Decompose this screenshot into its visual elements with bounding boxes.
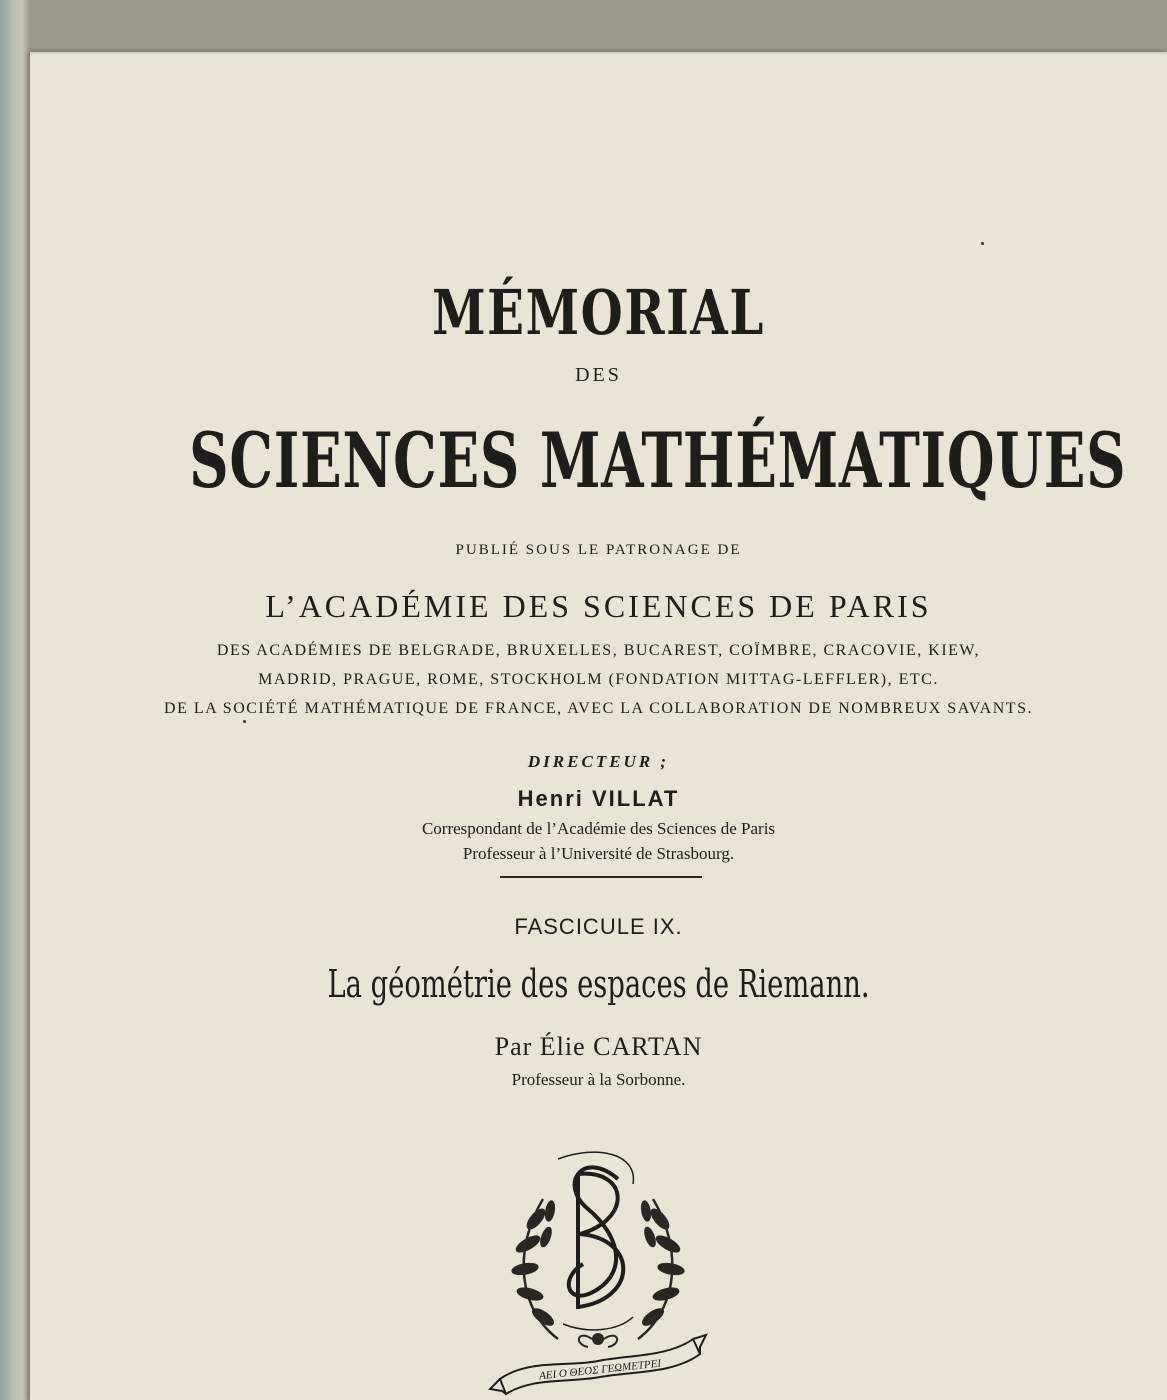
divider-rule [500,876,702,878]
fascicule-number: FASCICULE IX. [514,914,683,939]
academies-line-2: MADRID, PRAGUE, ROME, STOCKHOLM (FONDATION MITTAG-LEFFLER), ETC. [258,671,939,688]
directeur-title-2: Professeur à l’Université de Strasbourg. [462,844,735,863]
author-title: Professeur à la Sorbonne. [511,1070,686,1089]
series-title-des: DES [575,364,622,386]
publisher-emblem-icon [488,1139,708,1400]
patronage-label: PUBLIÉ SOUS LE PATRONAGE DE [455,542,742,558]
academies-line-1: DES ACADÉMIES DE BELGRADE, BRUXELLES, BUCAREST, COÏMBRE, CRACOVIE, KIEW, [216,642,981,659]
academies-line-3: DE LA SOCIÉTÉ MATHÉMATIQUE DE FRANCE, AVEC LA COLLABORATION DE NOMBREUX SAVANTS. [164,700,1033,717]
paper-speck [981,242,984,245]
series-title-sciences: SCIENCES MATHÉMATIQUES [189,416,1127,505]
series-title-memorial: MÉMORIAL [432,276,765,349]
directeur-label: DIRECTEUR ; [527,752,670,771]
title-page [30,52,1167,1400]
author-line: Par Élie CARTAN [494,1032,703,1061]
paper-speck [243,720,246,723]
directeur-title-1: Correspondant de l’Académie des Sciences de Paris [421,819,776,838]
directeur-name: Henri VILLAT [517,786,680,811]
academie-paris: L’ACADÉMIE DES SCIENCES DE PARIS [265,588,932,624]
work-title: La géométrie des espaces de Riemann. [327,962,870,1006]
emblem-motto: ΑΕΙ Ο ΘΕΟΣ ΓΕΩΜΕΤΡΕΙ [538,1357,662,1383]
